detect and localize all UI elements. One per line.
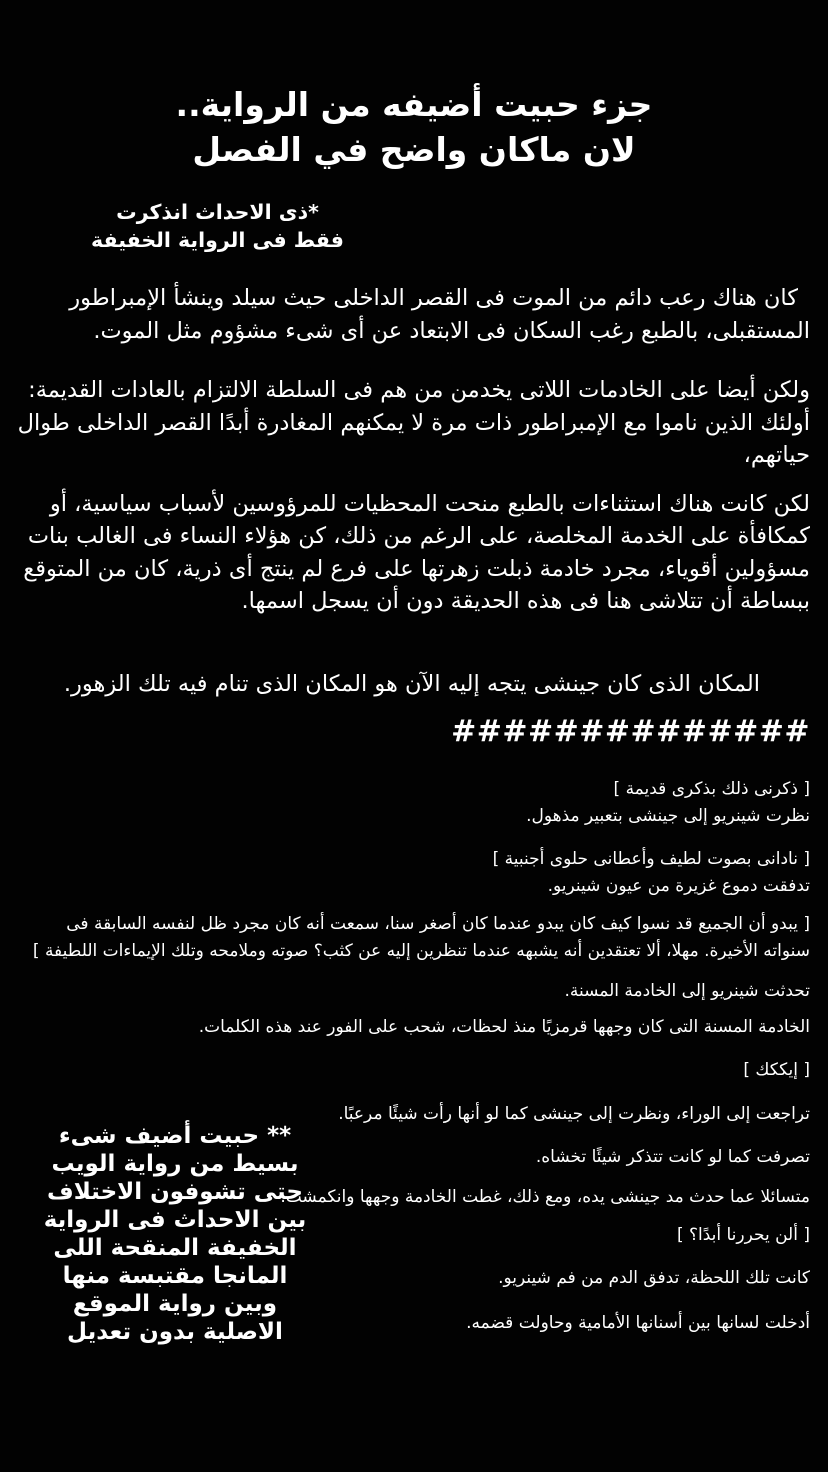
top-note-line-2: فقط فى الرواية الخفيفة <box>91 228 344 252</box>
bracket-line-2: [ نادانى بصوت لطيف وأعطانى حلوى أجنبية ] <box>492 849 810 869</box>
narration-line-2: تدفقت دموع غزيرة من عيون شينريو. <box>547 876 810 896</box>
side-note-line-6: المانجا مقتبسة منها <box>62 1263 288 1289</box>
side-note-line-3: حتى تشوفون الاختلاف <box>47 1179 303 1205</box>
side-note-line-5: الخفيفة المنقحة اللى <box>53 1235 297 1261</box>
translator-top-note <box>80 198 355 254</box>
top-note-line-1: *ذى الاحداث انذكرت <box>116 200 319 224</box>
narration-line-8: كانت تلك اللحظة، تدفق الدم من فم شينريو. <box>498 1268 810 1288</box>
translator-side-note <box>34 1122 316 1346</box>
paragraph-1: كان هناك رعب دائم من الموت فى القصر الداخلى حيث سيلد وينشأ الإمبراطور المستقبلى، بالطبع رغب السكان فى الابتعاد عن أى شىء مشؤوم مثل الموت. <box>69 285 810 344</box>
bracket-line-4: [ إيككك ] <box>743 1060 810 1080</box>
paragraph-4: المكان الذى كان جينشى يتجه إليه الآن هو المكان الذى تنام فيه تلك الزهور. <box>63 670 760 697</box>
bracket-line-1: [ ذكرنى ذلك بذكرى قديمة ] <box>613 779 810 799</box>
title-line-2: لان ماكان واضح في الفصل <box>192 130 636 169</box>
narration-line-7: متسائلا عما حدث مد جينشى يده، ومع ذلك، غطت الخادمة وجهها وانكمشت. <box>280 1187 810 1207</box>
narration-line-1: نظرت شينريو إلى جينشى بتعبير مذهول. <box>526 806 810 826</box>
paragraph-2: ولكن أيضا على الخادمات اللاتى يخدمن من هم فى السلطة الالتزام بالعادات القديمة: أولئك الذين ناموا مع الإمبراطور ذات مرة لا يمكنهم المغادرة أبدًا القصر الداخلى طوال حياتهم، <box>17 377 810 468</box>
narration-line-4: الخادمة المسنة التى كان وجهها قرمزيًا منذ لحظات، شحب على الفور عند هذه الكلمات. <box>198 1017 810 1037</box>
bracket-line-5: [ ألن يحررنا أبدًا؟ ] <box>676 1225 810 1245</box>
side-note-line-7: وبين رواية الموقع <box>72 1291 278 1317</box>
paragraph-3: لكن كانت هناك استثناءات بالطبع منحت المحظيات للمرؤوسين لأسباب سياسية، أو كمكافأة على الخدمة المخلصة، على الرغم من ذلك، كن هؤلاء النساء فى الغالب بنات مسؤولين أقوياء، مجرد خادمة ذبلت زهرتها على فرع لم ينتج أى ذرية، كان من المتوقع ببساطة أن تتلاشى هنا فى هذه الحديقة دون أن يسجل اسمها. <box>23 490 810 614</box>
narration-line-3: تحدثت شينريو إلى الخادمة المسنة. <box>564 981 810 1001</box>
narration-line-5: تراجعت إلى الوراء، ونظرت إلى جينشى كما لو أنها رأت شيئًا مرعبًا. <box>338 1104 810 1124</box>
side-note-line-2: بسيط من رواية الويب <box>51 1151 299 1177</box>
hash-separator: ############## <box>451 714 810 749</box>
narration-line-6: تصرفت كما لو كانت تتذكر شيئًا تخشاه. <box>535 1147 810 1167</box>
title-line-1: جزء حبيت أضيفه من الرواية.. <box>175 85 653 124</box>
side-note-line-8: الاصلية بدون تعديل <box>67 1319 283 1345</box>
narration-line-9: أدخلت لسانها بين أسنانها الأمامية وحاولت قضمه. <box>466 1313 810 1333</box>
bracket-line-3: [ يبدو أن الجميع قد نسوا كيف كان يبدو عندما كان أصغر سنا، سمعت أنه كان مجرد ظل لنفسه السابقة فى سنواته الأخيرة. مهلا، ألا تعتقدين أنه يشبهه عندما تنظرين إليه عن كثب؟ صوته وملامحه وتلك الإيماءات اللطيفة ] <box>32 914 810 961</box>
side-note-line-4: بين الاحداث فى الرواية <box>43 1207 307 1233</box>
page-title <box>0 0 828 172</box>
side-note-line-1: ** حبيت أضيف شىء <box>58 1123 292 1149</box>
